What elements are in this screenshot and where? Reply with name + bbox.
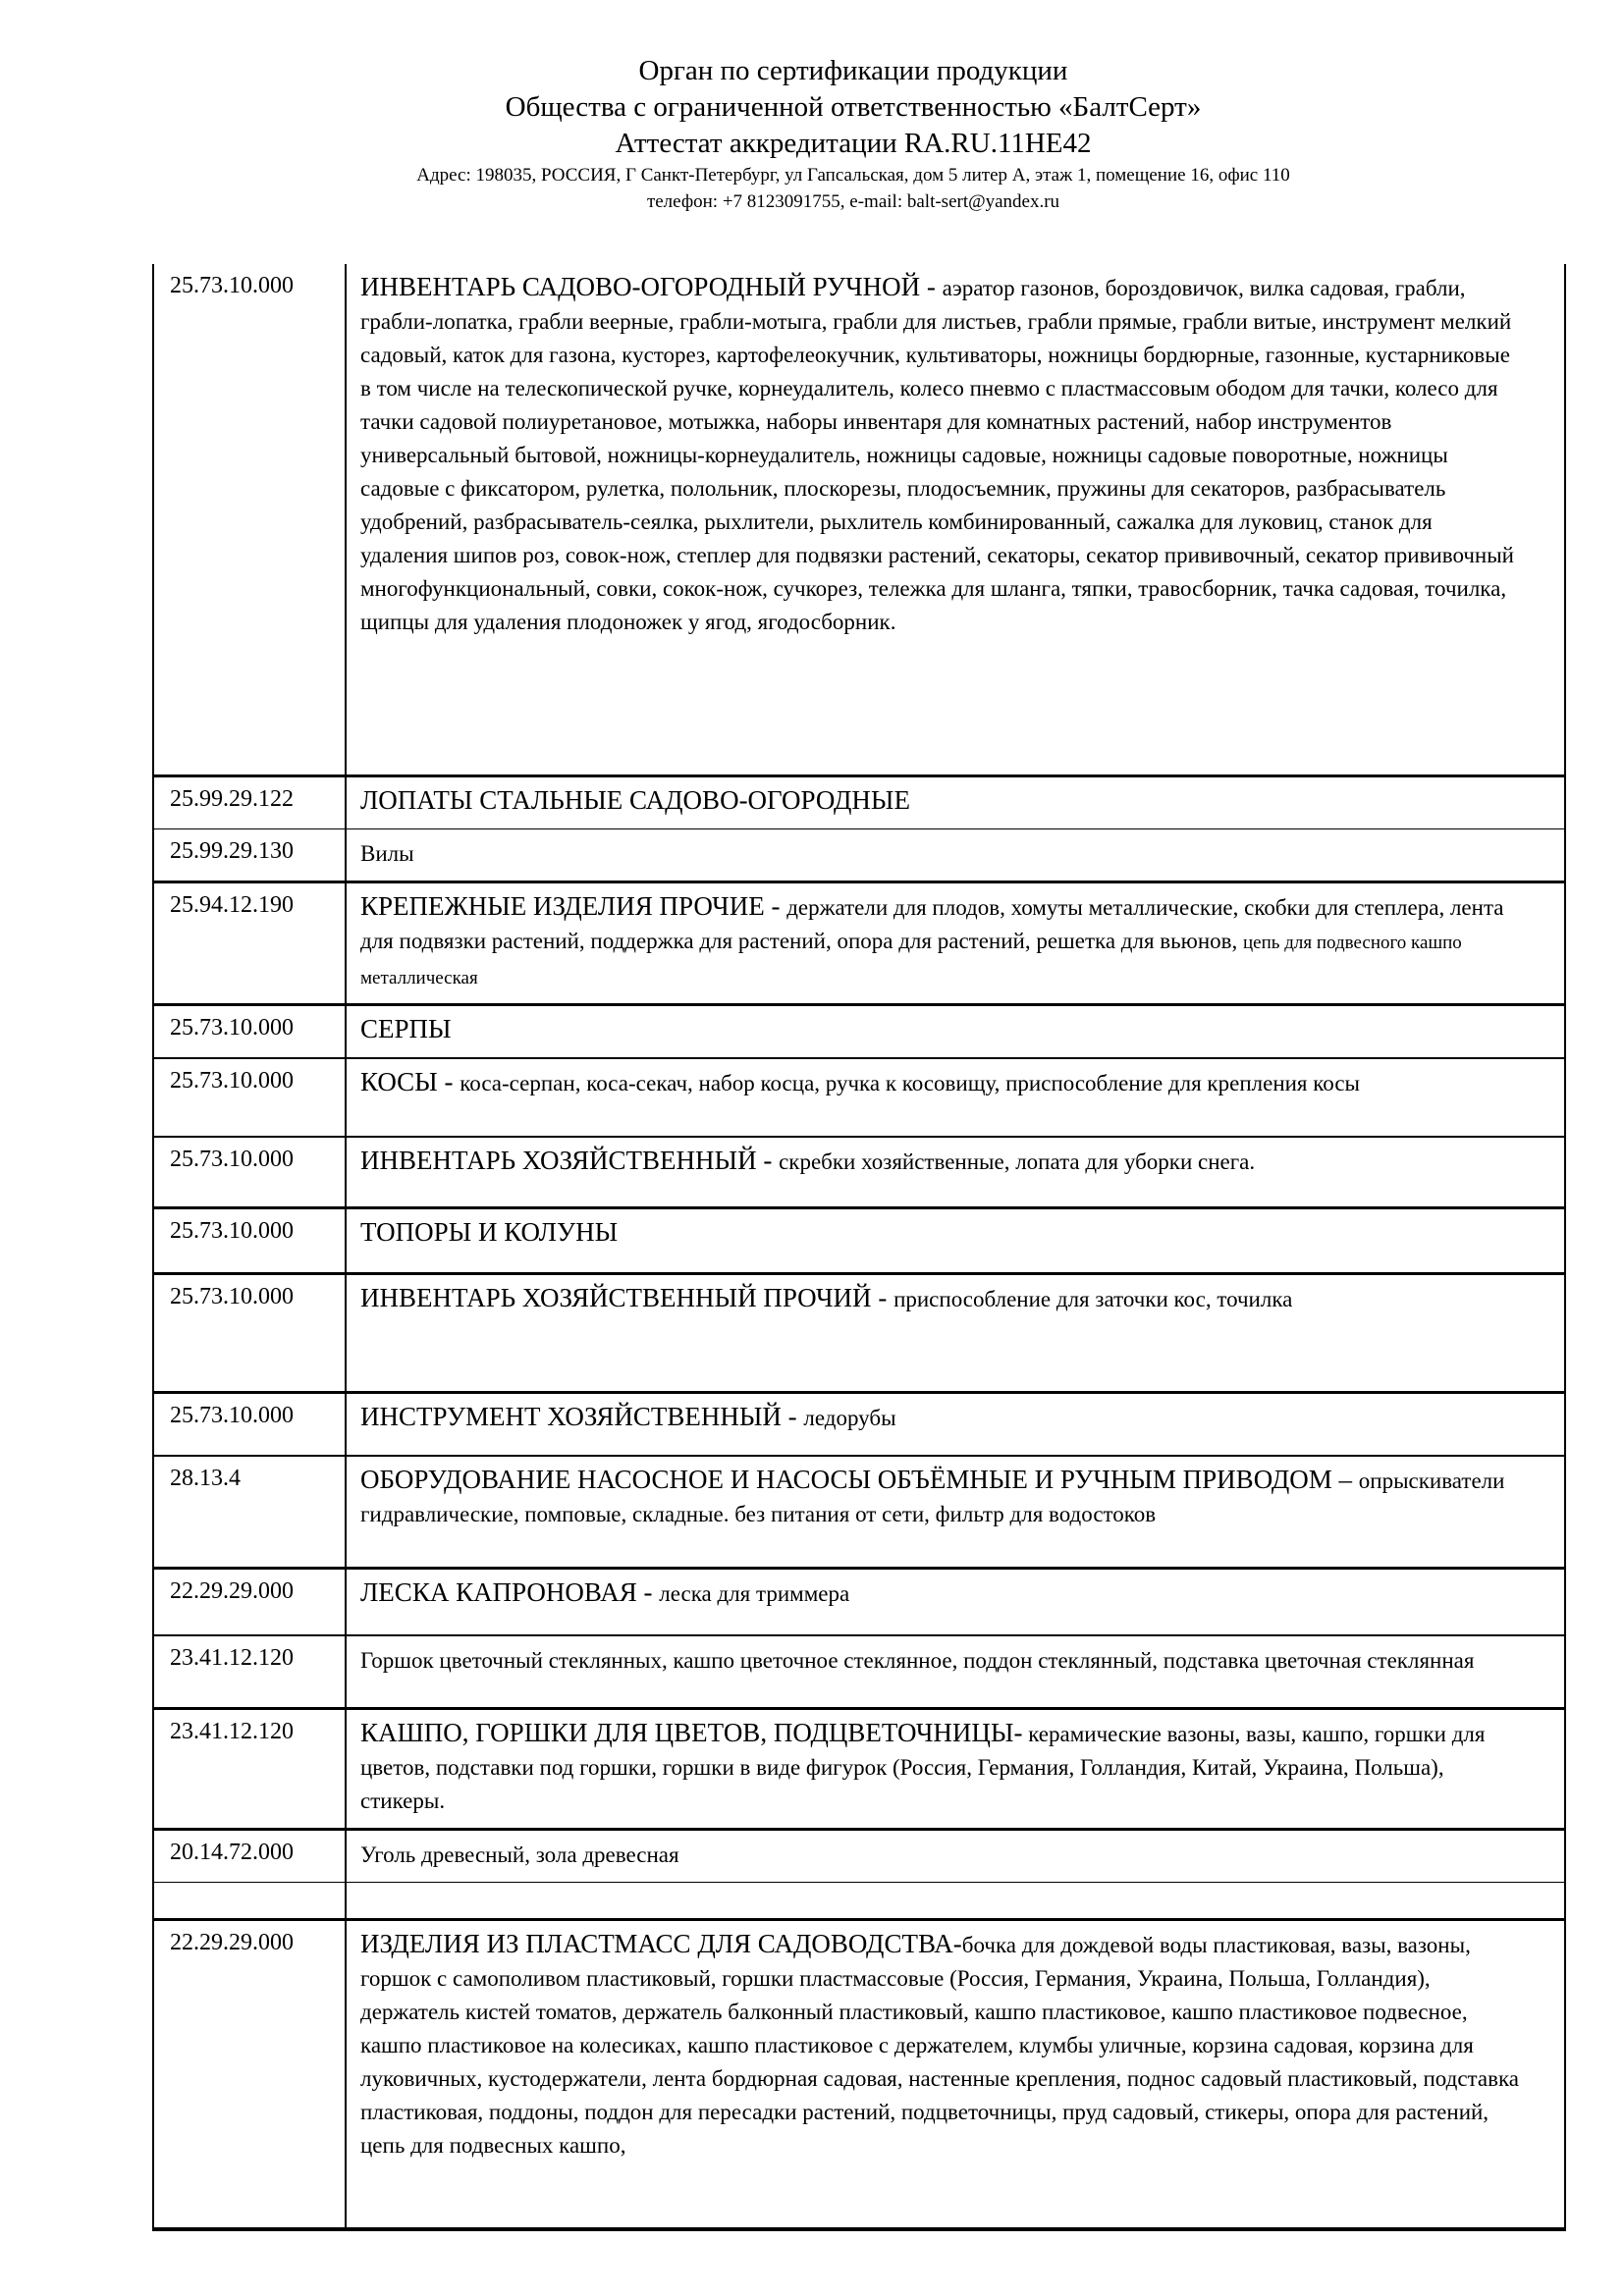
table-row <box>154 774 1564 828</box>
row-description <box>347 829 1564 881</box>
row-title: КАШПО, ГОРШКИ ДЛЯ ЦВЕТОВ, ПОДЦВЕТОЧНИЦЫ- <box>360 1718 1023 1747</box>
certification-table <box>152 264 1566 2231</box>
table-row <box>154 1391 1564 1455</box>
row-description <box>347 1710 1564 1828</box>
row-code <box>154 1883 347 1918</box>
table-row <box>154 1567 1564 1634</box>
header-org-name: Общества с ограниченной ответственностью «БалтСерт» <box>505 91 1202 123</box>
row-code: 25.99.29.130 <box>154 829 347 881</box>
row-description <box>347 1570 1564 1634</box>
row-title: ИЗДЕЛИЯ ИЗ ПЛАСТМАСС ДЛЯ САДОВОДСТВА- <box>360 1929 962 1958</box>
row-separator: - <box>764 891 787 921</box>
document-header <box>0 0 1624 215</box>
row-description <box>347 1636 1564 1707</box>
row-small-text: цепь для подвесного кашпо металлическая <box>360 933 1462 988</box>
row-title: ОБОРУДОВАНИЕ НАСОСНОЕ И НАСОСЫ ОБЪЁМНЫЕ И РУЧНЫМ ПРИВОДОМ <box>360 1465 1332 1494</box>
row-description <box>347 1138 1564 1206</box>
row-code: 25.73.10.000 <box>154 264 347 774</box>
row-code: 28.13.4 <box>154 1457 347 1567</box>
row-description <box>347 1209 1564 1272</box>
row-description <box>347 1394 1564 1455</box>
table-row <box>154 1272 1564 1391</box>
row-description <box>347 883 1564 1003</box>
row-code: 25.73.10.000 <box>154 1209 347 1272</box>
row-description <box>347 777 1564 828</box>
row-code: 23.41.12.120 <box>154 1636 347 1707</box>
row-code: 25.73.10.000 <box>154 1138 347 1206</box>
row-description <box>347 1275 1564 1391</box>
row-code: 25.73.10.000 <box>154 1006 347 1057</box>
row-title: ЛЕСКА КАПРОНОВАЯ <box>360 1577 637 1607</box>
row-title: КРЕПЕЖНЫЕ ИЗДЕЛИЯ ПРОЧИЕ <box>360 891 765 921</box>
row-separator: - <box>756 1146 780 1175</box>
row-code: 25.73.10.000 <box>154 1059 347 1136</box>
row-text: скребки хозяйственные, лопата для уборки снега. <box>779 1149 1256 1174</box>
table-row <box>154 1634 1564 1707</box>
row-title: ИНВЕНТАРЬ САДОВО-ОГОРОДНЫЙ РУЧНОЙ <box>360 272 921 301</box>
row-description <box>347 264 1564 774</box>
table-row <box>154 1882 1564 1918</box>
row-description <box>347 1457 1564 1567</box>
table-row <box>154 1206 1564 1272</box>
header-contacts: телефон: +7 8123091755, e-mail: balt-sert@yandex.ru <box>646 191 1060 212</box>
row-title: ТОПОРЫ И КОЛУНЫ <box>360 1217 619 1247</box>
row-separator: – <box>1331 1465 1359 1494</box>
row-text: опрыскиватели гидравлические, помповые, складные. без питания от сети, фильтр для водостоков <box>360 1468 1505 1526</box>
row-text: леска для триммера <box>659 1581 850 1606</box>
header-accreditation: Аттестат аккредитации RA.RU.11HE42 <box>615 128 1092 159</box>
table-row <box>154 1057 1564 1136</box>
row-title: КОСЫ <box>360 1067 438 1096</box>
header-org-type: Орган по сертификации продукции <box>638 55 1068 86</box>
row-text: бочка для дождевой воды пластиковая, вазы, вазоны, горшок с самополивом пластиковый, горшки пластмассовые (Россия, Германия, Украина, Польша, Голландия), держатель кистей томатов, держатель балконный пластиковый, кашпо пластиковое, кашпо пластиковое подвесное, кашпо пластиковое на колесиках, кашпо пластиковое с держателем, клумбы уличные, корзина садовая, корзина для луковичных, кустодержатели, лента бордюрная садовая, настенные крепления, поднос садовый пластиковый, подставка пластиковая, поддоны, поддон для пересадки растений, подцветочницы, пруд садовый, стикеры, опора для растений, цепь для подвесных кашпо, <box>360 1933 1519 2158</box>
row-title: ИНВЕНТАРЬ ХОЗЯЙСТВЕННЫЙ ПРОЧИЙ <box>360 1283 872 1312</box>
row-text: Вилы <box>360 841 414 866</box>
row-title: ИНВЕНТАРЬ ХОЗЯЙСТВЕННЫЙ <box>360 1146 757 1175</box>
row-text: Горшок цветочный стеклянных, кашпо цветочное стеклянное, поддон стеклянный, подставка цветочная стеклянная <box>360 1648 1475 1673</box>
header-address: Адрес: 198035, РОССИЯ, Г Санкт-Петербург, ул Гапсальская, дом 5 литер А, этаж 1, помещение 16, офис 110 <box>416 165 1290 186</box>
row-text: ледорубы <box>803 1406 896 1430</box>
row-text: аэратор газонов, бороздовичок, вилка садовая, грабли, грабли-лопатка, грабли веерные, грабли-мотыга, грабли для листьев, грабли прямые, грабли витые, инструмент мелкий садовый, каток для газона, кусторез, картофелеокучник, культиваторы, ножницы бордюрные, газонные, кустарниковые в том числе на телескопической ручке, корнеудалитель, колесо пневмо с пластмассовым ободом для тачки, колесо для тачки садовой полиуретановое, мотыжка, наборы инвентаря для комнатных растений, набор инструментов универсальный бытовой, ножницы-корнеудалитель, ножницы садовые, ножницы садовые поворотные, ножницы садовые с фиксатором, рулетка, полольник, плоскорезы, плодосъемник, пружины для секаторов, разбрасыватель удобрений, разбрасыватель-сеялка, рыхлители, рыхлитель комбинированный, сажалка для луковиц, станок для удаления шипов роз, совок-нож, степлер для подвязки растений, секаторы, секатор прививочный, секатор прививочный многофункциональный, совки, сокок-нож, сучкорез, тележка для шланга, тяпки, травосборник, тачка садовая, точилка, щипцы для удаления плодоножек у ягод, ягодосборник. <box>360 276 1514 634</box>
row-title: ЛОПАТЫ СТАЛЬНЫЕ САДОВО-ОГОРОДНЫЕ <box>360 785 910 815</box>
table-row <box>154 1707 1564 1828</box>
table-row <box>154 1455 1564 1567</box>
row-code: 20.14.72.000 <box>154 1831 347 1882</box>
table-row <box>154 264 1564 774</box>
row-text: коса-серпан, коса-секач, набор косца, ручка к косовищу, приспособление для крепления косы <box>460 1071 1360 1095</box>
row-description <box>347 1883 1564 1918</box>
row-code: 25.99.29.122 <box>154 777 347 828</box>
row-text: держатели для плодов, хомуты металлические, скобки для степлера, лента для подвязки растений, поддержка для растений, опора для растений, решетка для вьюнов, <box>360 895 1504 953</box>
row-code: 23.41.12.120 <box>154 1710 347 1828</box>
table-row <box>154 1828 1564 1882</box>
table-row <box>154 1136 1564 1206</box>
row-separator: - <box>871 1283 894 1312</box>
row-text: Уголь древесный, зола древесная <box>360 1842 679 1867</box>
row-separator: - <box>437 1067 460 1096</box>
row-code: 25.94.12.190 <box>154 883 347 1003</box>
table-row <box>154 828 1564 881</box>
row-separator: - <box>781 1402 804 1431</box>
table-row <box>154 881 1564 1003</box>
row-separator: - <box>920 272 943 301</box>
row-code: 25.73.10.000 <box>154 1275 347 1391</box>
row-description <box>347 1921 1564 2227</box>
row-code: 25.73.10.000 <box>154 1394 347 1455</box>
row-description <box>347 1831 1564 1882</box>
row-description <box>347 1006 1564 1057</box>
row-title: СЕРПЫ <box>360 1014 452 1043</box>
table-row <box>154 1918 1564 2227</box>
row-title: ИНСТРУМЕНТ ХОЗЯЙСТВЕННЫЙ <box>360 1402 782 1431</box>
row-description <box>347 1059 1564 1136</box>
row-code: 22.29.29.000 <box>154 1570 347 1634</box>
row-separator: - <box>636 1577 660 1607</box>
table-row <box>154 1003 1564 1057</box>
row-text: керамические вазоны, вазы, кашпо, горшки для цветов, подставки под горшки, горшки в виде фигурок (Россия, Германия, Голландия, Китай, Украина, Польша), стикеры. <box>360 1722 1486 1813</box>
row-text: приспособление для заточки кос, точилка <box>893 1287 1293 1311</box>
row-code: 22.29.29.000 <box>154 1921 347 2227</box>
